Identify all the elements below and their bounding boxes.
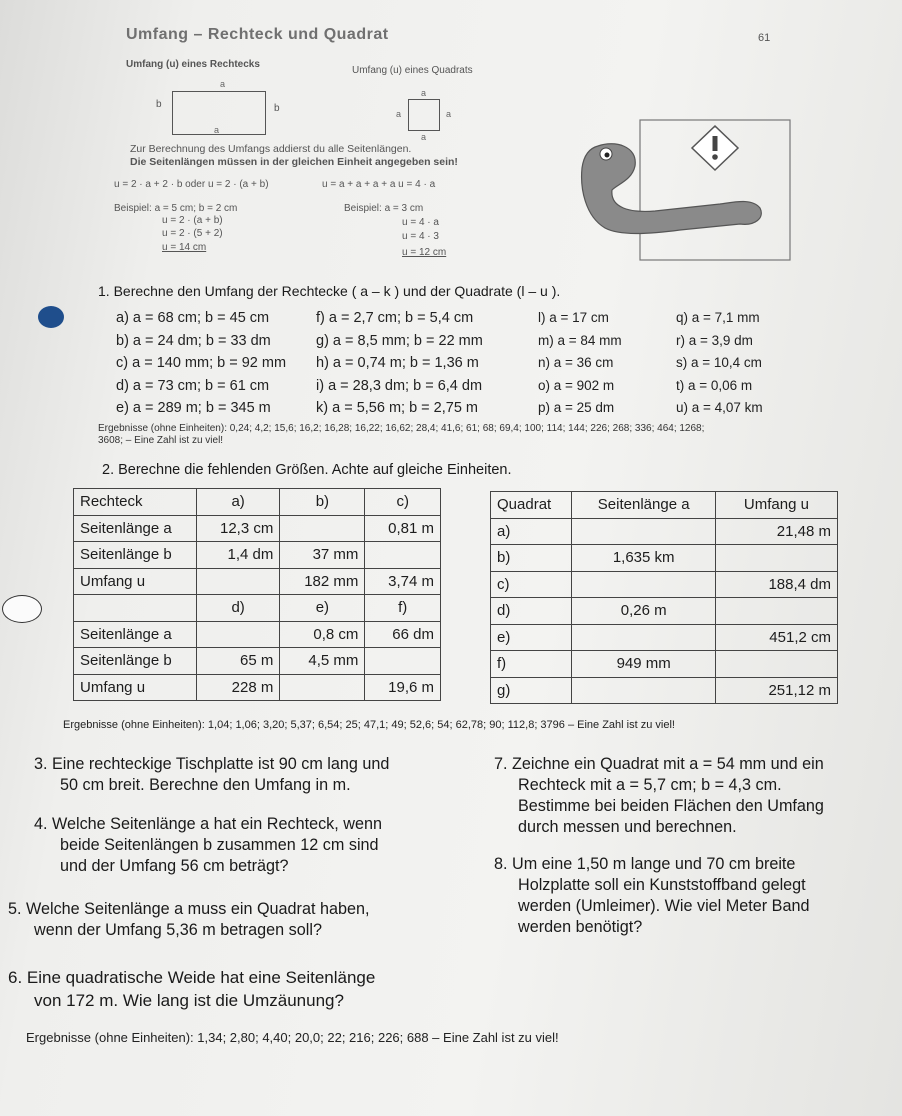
- task4-line: beide Seitenlängen b zusammen 12 cm sind: [60, 836, 379, 854]
- table-cell: 188,4 dm: [715, 571, 837, 598]
- page-title: Umfang – Rechteck und Quadrat: [126, 26, 389, 43]
- task2-results: Ergebnisse (ohne Einheiten): 1,04; 1,06; 3,20; 5,37; 6,54; 25; 47,1; 49; 52,6; 54; 62,78; 90; 112,8; 3796 – Eine Zahl ist zu viel!: [63, 719, 675, 731]
- table-cell: Umfang u: [74, 674, 197, 701]
- table-row: [74, 568, 441, 595]
- square-label-a-top: a: [421, 88, 427, 98]
- task8-line: werden benötigt?: [518, 918, 643, 936]
- task5-line: wenn der Umfang 5,36 m betragen soll?: [34, 921, 322, 939]
- table-cell: g): [491, 677, 572, 704]
- table-row: [74, 542, 441, 569]
- task1-item: s) a = 10,4 cm: [676, 355, 762, 370]
- table-cell: 1,4 dm: [196, 542, 279, 569]
- page-number: 61: [758, 32, 771, 44]
- table-cell: c): [365, 489, 441, 516]
- task7: [494, 754, 824, 838]
- info-text-2: Die Seitenlängen müssen in der gleichen Einheit angegeben sein!: [130, 156, 458, 168]
- task1-item: f) a = 2,7 cm; b = 5,4 cm: [316, 310, 474, 326]
- table-row: [74, 674, 441, 701]
- task1-item: l) a = 17 cm: [538, 310, 609, 325]
- info-box: [112, 55, 542, 263]
- task4-line: und der Umfang 56 cm beträgt?: [60, 857, 289, 875]
- task7-line: Bestimme bei beiden Flächen den Umfang: [518, 797, 824, 815]
- example-square-result: u = 12 cm: [402, 247, 447, 258]
- task3-line: 3. Eine rechteckige Tischplatte ist 90 cm lang und: [34, 755, 390, 773]
- task1-item: g) a = 8,5 mm; b = 22 mm: [316, 332, 483, 349]
- info-text-1: Zur Berechnung des Umfangs addierst du alle Seitenlängen.: [130, 143, 412, 155]
- table-cell: [365, 648, 441, 675]
- task8-line: werden (Umleimer). Wie viel Meter Band: [518, 897, 810, 915]
- table-cell: f): [491, 651, 572, 678]
- formula-rectangle: u = 2 · a + 2 · b oder u = 2 · (a + b): [114, 179, 269, 190]
- task4-line: 4. Welche Seitenlänge a hat ein Rechteck, wenn: [34, 815, 382, 833]
- example-square-line-3: u = 4 · 3: [402, 231, 439, 242]
- table-cell: 251,12 m: [715, 677, 837, 704]
- table-cell: 949 mm: [572, 651, 715, 678]
- square-label-a-left: a: [396, 109, 402, 119]
- mascot-illustration: [560, 118, 800, 268]
- square-label-a-bottom: a: [421, 132, 427, 142]
- table-cell: b): [280, 489, 365, 516]
- table-cell: [365, 542, 441, 569]
- task1-item: p) a = 25 dm: [538, 400, 615, 415]
- example-rect-result: u = 14 cm: [162, 242, 207, 253]
- example-square-line-2: u = 4 · a: [402, 217, 439, 228]
- task7-line: Rechteck mit a = 5,7 cm; b = 4,3 cm.: [518, 776, 782, 794]
- table-cell: 1,635 km: [572, 545, 715, 572]
- table-cell: [715, 598, 837, 625]
- table-row: [491, 598, 838, 625]
- task1-item: a) a = 68 cm; b = 45 cm: [116, 310, 270, 326]
- task1-column-2: [316, 307, 483, 420]
- table-cell: 19,6 m: [365, 674, 441, 701]
- example-square-line-1: Beispiel: a = 3 cm: [344, 203, 424, 214]
- rectangle-table: [73, 488, 441, 701]
- task8-line: Holzplatte soll ein Kunststoffband gelegt: [518, 876, 806, 894]
- rect-label-b-left: b: [156, 99, 162, 110]
- task1-item: u) a = 4,07 km: [676, 400, 763, 415]
- table-cell: [572, 571, 715, 598]
- table-row: [74, 515, 441, 542]
- table-cell: 4,5 mm: [280, 648, 365, 675]
- table-cell: 0,26 m: [572, 598, 715, 625]
- task1-item: t) a = 0,06 m: [676, 377, 753, 393]
- table-row: [491, 624, 838, 651]
- table-cell: [572, 677, 715, 704]
- task1-item: c) a = 140 mm; b = 92 mm: [116, 355, 287, 371]
- square-heading: Umfang (u) eines Quadrats: [352, 65, 473, 76]
- table-cell: 3,74 m: [365, 568, 441, 595]
- table-cell: c): [491, 571, 572, 598]
- example-rect-line-1: Beispiel: a = 5 cm; b = 2 cm: [114, 203, 238, 214]
- table-row: [491, 545, 838, 572]
- exclamation-icon: [692, 126, 738, 170]
- table-cell: Seitenlänge a: [572, 492, 715, 519]
- formula-square: u = a + a + a + a u = 4 · a: [322, 179, 436, 190]
- table-cell: [280, 515, 365, 542]
- task5-line: 5. Welche Seitenlänge a muss ein Quadrat haben,: [8, 900, 370, 918]
- table-cell: [74, 595, 197, 622]
- table-cell: 21,48 m: [715, 518, 837, 545]
- final-results: Ergebnisse (ohne Einheiten): 1,34; 2,80; 4,40; 20,0; 22; 216; 226; 688 – Eine Zahl ist zu viel!: [26, 1030, 559, 1045]
- table-cell: Umfang u: [715, 492, 837, 519]
- table-cell: Quadrat: [491, 492, 572, 519]
- task3: [34, 754, 389, 796]
- task6-line: von 172 m. Wie lang ist die Umzäunung?: [34, 991, 344, 1010]
- task1-item: d) a = 73 cm; b = 61 cm: [116, 377, 270, 394]
- task1-results-line-2: 3608; – Eine Zahl ist zu viel!: [98, 435, 224, 446]
- table-cell: 66 dm: [365, 621, 441, 648]
- task1-item: o) a = 902 m: [538, 377, 615, 393]
- table-cell: 228 m: [196, 674, 279, 701]
- table-row: [491, 571, 838, 598]
- task1-item: m) a = 84 mm: [538, 332, 622, 348]
- table-row: [491, 651, 838, 678]
- table-cell: 182 mm: [280, 568, 365, 595]
- task1-column-3: [538, 307, 622, 420]
- table-row: [74, 648, 441, 675]
- table-cell: [715, 651, 837, 678]
- table-cell: Seitenlänge a: [74, 515, 197, 542]
- table-cell: [196, 621, 279, 648]
- table-cell: [280, 674, 365, 701]
- table-cell: b): [491, 545, 572, 572]
- table-cell: Seitenlänge b: [74, 648, 197, 675]
- rect-label-b-right: b: [274, 103, 280, 114]
- table-cell: Seitenlänge a: [74, 621, 197, 648]
- example-rect-line-2: u = 2 · (a + b): [162, 215, 223, 226]
- task1-item: n) a = 36 cm: [538, 355, 614, 370]
- table-cell: 451,2 cm: [715, 624, 837, 651]
- task2-heading: 2. Berechne die fehlenden Größen. Achte auf gleiche Einheiten.: [102, 462, 512, 478]
- square-diagram: [408, 99, 440, 131]
- task1-item: b) a = 24 dm; b = 33 dm: [116, 332, 271, 349]
- table-cell: [196, 568, 279, 595]
- task1-column-4: [676, 307, 763, 420]
- task1-item: i) a = 28,3 dm; b = 6,4 dm: [316, 377, 483, 394]
- table-cell: a): [491, 518, 572, 545]
- table-cell: a): [196, 489, 279, 516]
- table-row: [74, 595, 441, 622]
- table-row: [491, 492, 838, 519]
- rect-label-a-top: a: [220, 79, 226, 89]
- table-cell: [572, 624, 715, 651]
- table-cell: [572, 518, 715, 545]
- task8-line: 8. Um eine 1,50 m lange und 70 cm breite: [494, 855, 796, 873]
- table-row: [491, 677, 838, 704]
- table-cell: [715, 545, 837, 572]
- task4: [34, 814, 382, 877]
- task7-line: 7. Zeichne ein Quadrat mit a = 54 mm und ein: [494, 755, 824, 773]
- table-row: [74, 621, 441, 648]
- table-cell: d): [491, 598, 572, 625]
- table-cell: e): [491, 624, 572, 651]
- table-cell: Umfang u: [74, 568, 197, 595]
- difficulty-dot-filled: [38, 306, 64, 328]
- task1-heading: 1. Berechne den Umfang der Rechtecke ( a – k ) und der Quadrate (l – u ).: [98, 283, 561, 299]
- rect-label-a-bottom: a: [214, 125, 220, 135]
- table-cell: 65 m: [196, 648, 279, 675]
- table-cell: e): [280, 595, 365, 622]
- task1-item: h) a = 0,74 m; b = 1,36 m: [316, 355, 479, 371]
- example-rect-line-3: u = 2 · (5 + 2): [162, 228, 223, 239]
- difficulty-dot-empty: [2, 595, 42, 623]
- task1-item: k) a = 5,56 m; b = 2,75 m: [316, 400, 478, 416]
- task1-item: e) a = 289 m; b = 345 m: [116, 400, 271, 416]
- rect-heading: Umfang (u) eines Rechtecks: [126, 59, 260, 70]
- table-cell: Rechteck: [74, 489, 197, 516]
- table-row: [491, 518, 838, 545]
- table-cell: 0,81 m: [365, 515, 441, 542]
- task1-item: r) a = 3,9 dm: [676, 332, 753, 348]
- square-label-a-right: a: [446, 109, 452, 119]
- square-table: [490, 491, 838, 704]
- task6: [8, 966, 375, 1012]
- table-cell: 12,3 cm: [196, 515, 279, 542]
- table-row: [74, 489, 441, 516]
- table-cell: f): [365, 595, 441, 622]
- task8: [494, 854, 809, 938]
- table-cell: 37 mm: [280, 542, 365, 569]
- task1-results-line-1: Ergebnisse (ohne Einheiten): 0,24; 4,2; 15,6; 16,2; 16,28; 16,22; 16,62; 28,4; 41,6; 61; 68; 69,4; 100; 114; 144; 226; 268; 336; 464; 1268;: [98, 423, 705, 434]
- table-cell: Seitenlänge b: [74, 542, 197, 569]
- table-cell: d): [196, 595, 279, 622]
- table-cell: 0,8 cm: [280, 621, 365, 648]
- task6-line: 6. Eine quadratische Weide hat eine Seitenlänge: [8, 968, 376, 987]
- task1-column-1: [116, 307, 286, 420]
- task5: [8, 899, 369, 941]
- task3-line: 50 cm breit. Berechne den Umfang in m.: [60, 776, 351, 794]
- task7-line: durch messen und berechnen.: [518, 818, 737, 836]
- task1-item: q) a = 7,1 mm: [676, 310, 760, 325]
